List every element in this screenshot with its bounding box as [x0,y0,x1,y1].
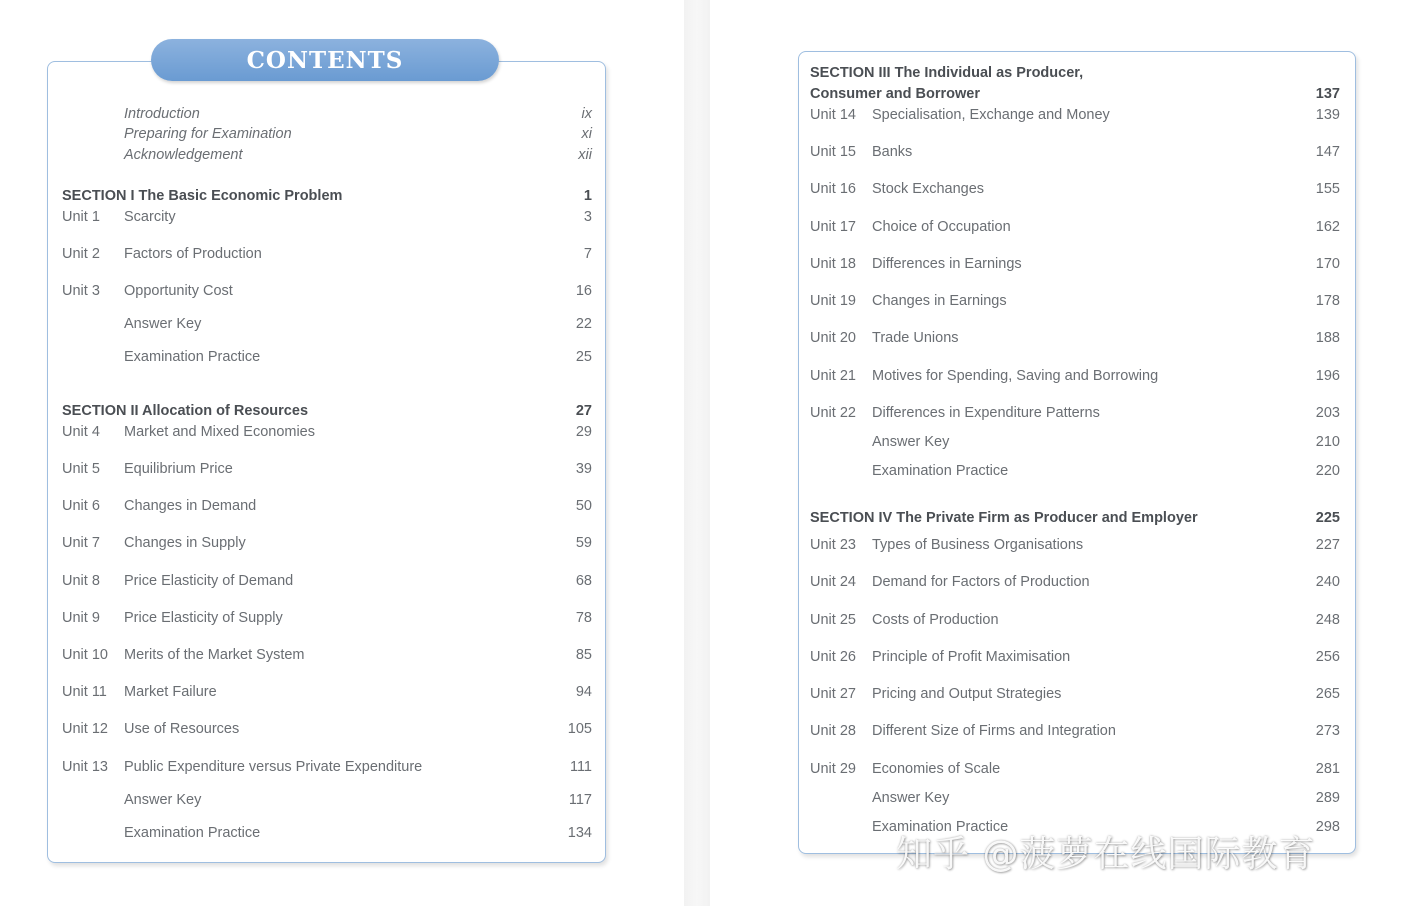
unit-page: 117 [568,792,592,808]
unit-title: Changes in Supply [124,535,246,551]
section-page: 1 [583,188,592,204]
unit-title: Price Elasticity of Supply [124,610,283,626]
toc-front-matter-item[interactable] [62,123,592,145]
toc-unit-row[interactable] [62,421,592,443]
toc-entry-title: Preparing for Examination [124,126,292,142]
unit-title: Types of Business Organisations [872,537,1084,553]
unit-page: 134 [567,825,592,841]
unit-number: Unit 13 [62,759,108,775]
toc-answer-key-row[interactable] [62,313,592,335]
unit-title: Answer Key [124,316,202,332]
toc-unit-row[interactable] [810,290,1340,312]
toc-answer-key-row[interactable] [62,789,592,811]
unit-page: 105 [567,721,592,737]
toc-unit-row[interactable] [810,327,1340,349]
unit-page: 3 [583,209,592,225]
unit-number: Unit 12 [62,721,108,737]
unit-title: Scarcity [124,209,176,225]
toc-section-heading[interactable] [62,400,592,422]
unit-page: 281 [1315,761,1340,777]
unit-page: 94 [575,684,592,700]
contents-heading: CONTENTS [151,39,499,81]
unit-page: 289 [1315,790,1340,806]
unit-title: Pricing and Output Strategies [872,686,1062,702]
unit-title: Answer Key [124,792,202,808]
toc-section-heading[interactable] [62,185,592,207]
unit-title: Principle of Profit Maximisation [872,649,1071,665]
unit-number: Unit 22 [810,405,856,421]
section-page: 137 [1315,86,1340,102]
unit-title: Changes in Earnings [872,293,1007,309]
unit-number: Unit 23 [810,537,856,553]
unit-page: 59 [575,535,592,551]
zhihu-watermark: 知乎 @菠萝在线国际教育 [896,834,1316,875]
toc-unit-row[interactable] [62,681,592,703]
unit-number: Unit 7 [62,535,100,551]
unit-number: Unit 10 [62,647,108,663]
unit-title: Market Failure [124,684,217,700]
unit-page: 139 [1315,107,1340,123]
section-title-line1: SECTION III The Individual as Producer, [810,65,1084,81]
toc-unit-row[interactable] [62,756,592,778]
unit-title: Examination Practice [124,349,261,365]
unit-number: Unit 8 [62,573,100,589]
unit-number: Unit 28 [810,723,856,739]
unit-title: Motives for Spending, Saving and Borrowing [872,368,1159,384]
toc-unit-row[interactable] [810,253,1340,275]
unit-title: Banks [872,144,913,160]
unit-page: 162 [1315,219,1340,235]
unit-title: Trade Unions [872,330,959,346]
unit-number: Unit 2 [62,246,100,262]
section-title: SECTION II Allocation of Resources [62,403,309,419]
unit-page: 240 [1315,574,1340,590]
unit-number: Unit 3 [62,283,100,299]
toc-answer-key-row[interactable] [810,787,1340,809]
unit-page: 29 [575,424,592,440]
unit-number: Unit 29 [810,761,856,777]
unit-number: Unit 11 [62,684,107,700]
toc-unit-row[interactable] [810,402,1340,424]
unit-title: Different Size of Firms and Integration [872,723,1116,739]
unit-title: Choice of Occupation [872,219,1011,235]
unit-number: Unit 17 [810,219,856,235]
toc-unit-row[interactable] [62,495,592,517]
unit-title: Answer Key [872,790,950,806]
unit-number: Unit 21 [810,368,856,384]
unit-page: 50 [575,498,592,514]
toc-unit-row[interactable] [62,570,592,592]
unit-number: Unit 25 [810,612,856,628]
unit-number: Unit 4 [62,424,100,440]
unit-page: 298 [1315,819,1340,835]
unit-page: 85 [575,647,592,663]
unit-title: Market and Mixed Economies [124,424,315,440]
unit-title: Demand for Factors of Production [872,574,1090,590]
unit-number: Unit 1 [62,209,100,225]
unit-page: 265 [1315,686,1340,702]
unit-page: 256 [1315,649,1340,665]
unit-page: 248 [1315,612,1340,628]
unit-title: Changes in Demand [124,498,257,514]
toc-exam-practice-row[interactable] [62,346,592,368]
toc-answer-key-row[interactable] [810,431,1340,453]
section-title-line2: Consumer and Borrower [810,86,980,102]
toc-entry-page: xii [578,147,592,163]
unit-page: 147 [1315,144,1340,160]
toc-unit-row[interactable] [810,571,1340,593]
unit-title: Price Elasticity of Demand [124,573,294,589]
toc-unit-row[interactable] [810,758,1340,780]
book-gutter [684,0,710,906]
unit-page: 203 [1315,405,1340,421]
toc-unit-row[interactable] [810,609,1340,631]
unit-number: Unit 18 [810,256,856,272]
toc-unit-row[interactable] [62,607,592,629]
unit-number: Unit 26 [810,649,856,665]
unit-page: 220 [1315,463,1340,479]
unit-page: 22 [575,316,592,332]
unit-number: Unit 24 [810,574,856,590]
toc-unit-row[interactable] [810,646,1340,668]
toc-unit-row[interactable] [810,720,1340,742]
unit-number: Unit 19 [810,293,856,309]
unit-number: Unit 27 [810,686,856,702]
unit-page: 227 [1315,537,1340,553]
unit-title: Opportunity Cost [124,283,233,299]
unit-title: Specialisation, Exchange and Money [872,107,1110,123]
unit-title: Examination Practice [872,463,1009,479]
unit-number: Unit 5 [62,461,100,477]
toc-front-matter-item[interactable] [62,103,592,125]
unit-page: 111 [569,759,592,775]
toc-section-heading[interactable] [810,63,1340,105]
toc-exam-practice-row[interactable] [62,822,592,844]
toc-entry-page: ix [581,106,592,122]
unit-title: Economies of Scale [872,761,1001,777]
unit-number: Unit 15 [810,144,856,160]
toc-entry-title: Introduction [124,106,200,122]
unit-page: 16 [575,283,592,299]
section-page: 27 [575,403,592,419]
toc-unit-row[interactable] [62,243,592,265]
toc-entry-page: xi [581,126,592,142]
unit-title: Answer Key [872,434,950,450]
unit-page: 196 [1315,368,1340,384]
unit-page: 178 [1315,293,1340,309]
toc-unit-row[interactable] [810,534,1340,556]
unit-number: Unit 6 [62,498,100,514]
toc-unit-row[interactable] [62,532,592,554]
unit-title: Examination Practice [124,825,261,841]
unit-title: Public Expenditure versus Private Expenditure [124,759,423,775]
unit-page: 78 [575,610,592,626]
unit-title: Stock Exchanges [872,181,985,197]
unit-title: Examination Practice [872,819,1009,835]
toc-unit-row[interactable] [810,141,1340,163]
unit-page: 188 [1315,330,1340,346]
unit-page: 39 [575,461,592,477]
toc-front-matter-item[interactable] [62,144,592,166]
unit-page: 155 [1315,181,1340,197]
unit-page: 210 [1315,434,1340,450]
unit-page: 25 [575,349,592,365]
section-title: SECTION IV The Private Firm as Producer and Employer [810,510,1198,526]
unit-number: Unit 9 [62,610,100,626]
toc-unit-row[interactable] [62,718,592,740]
toc-exam-practice-row[interactable] [810,460,1340,482]
toc-entry-title: Acknowledgement [124,147,243,163]
unit-title: Factors of Production [124,246,262,262]
section-page: 225 [1315,510,1340,526]
toc-unit-row[interactable] [810,104,1340,126]
unit-page: 170 [1315,256,1340,272]
unit-title: Equilibrium Price [124,461,233,477]
unit-page: 273 [1315,723,1340,739]
section-title: SECTION I The Basic Economic Problem [62,188,343,204]
unit-number: Unit 16 [810,181,856,197]
unit-title: Costs of Production [872,612,999,628]
toc-unit-row[interactable] [62,458,592,480]
toc-unit-row[interactable] [810,216,1340,238]
toc-unit-row[interactable] [62,644,592,666]
unit-title: Use of Resources [124,721,240,737]
unit-page: 7 [583,246,592,262]
unit-number: Unit 14 [810,107,856,123]
toc-unit-row[interactable] [810,178,1340,200]
toc-section-heading[interactable] [810,507,1340,529]
unit-title: Merits of the Market System [124,647,305,663]
unit-page: 68 [575,573,592,589]
toc-unit-row[interactable] [62,280,592,302]
unit-number: Unit 20 [810,330,856,346]
toc-unit-row[interactable] [810,683,1340,705]
unit-title: Differences in Expenditure Patterns [872,405,1100,421]
unit-title: Differences in Earnings [872,256,1022,272]
toc-unit-row[interactable] [62,206,592,228]
toc-unit-row[interactable] [810,365,1340,387]
